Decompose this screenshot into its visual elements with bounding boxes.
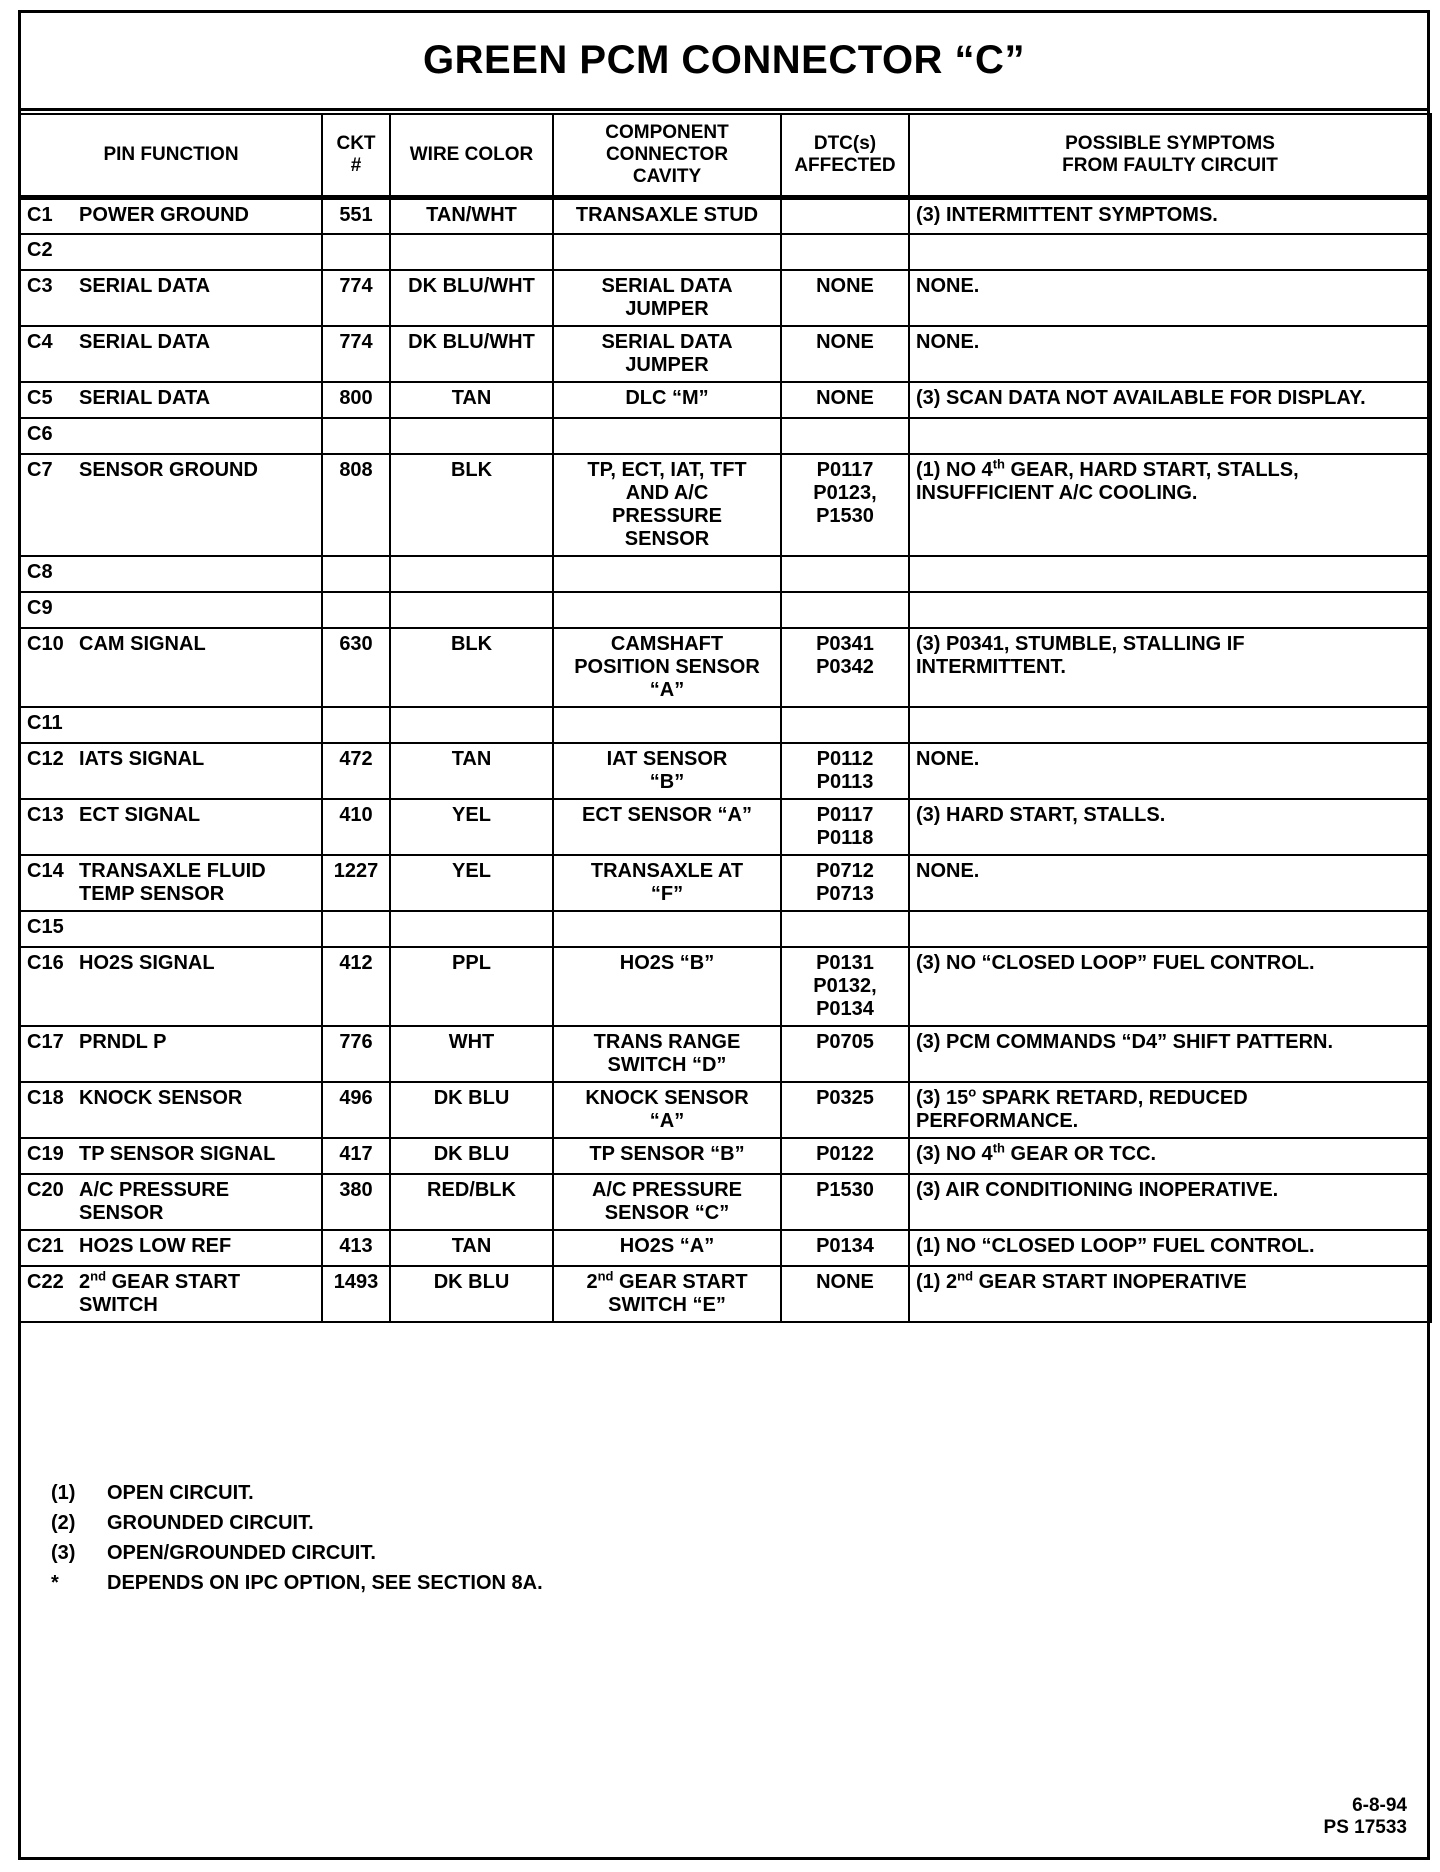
pin-table xyxy=(19,113,1432,1323)
component-cell xyxy=(553,418,781,454)
table-row xyxy=(20,454,1431,556)
wire-color-cell xyxy=(390,592,553,628)
footnote: (3) OPEN/GROUNDED CIRCUIT. xyxy=(51,1541,376,1564)
pin-function-cell xyxy=(20,454,322,556)
symptom-cell: NONE. xyxy=(909,855,1431,911)
component-cell: SERIAL DATA JUMPER xyxy=(553,326,781,382)
symptom-cell xyxy=(909,418,1431,454)
pin-function-cell xyxy=(20,592,322,628)
pin-id: C4 xyxy=(27,330,53,353)
dtc-cell: P0712 P0713 xyxy=(781,855,909,911)
component-cell: TRANS RANGE SWITCH “D” xyxy=(553,1026,781,1082)
table-row xyxy=(20,556,1431,592)
wire-color-cell: PPL xyxy=(390,947,553,1026)
pin-function-cell xyxy=(20,198,322,234)
wire-color-cell: RED/BLK xyxy=(390,1174,553,1230)
ckt-cell: 412 xyxy=(322,947,390,1026)
header-wire-color: WIRE COLOR xyxy=(390,114,553,198)
header-pin-function: PIN FUNCTION xyxy=(20,114,322,198)
pin-function-text: SERIAL DATA xyxy=(79,274,211,297)
pin-function-cell xyxy=(20,1174,322,1230)
ckt-cell: 413 xyxy=(322,1230,390,1266)
ckt-cell: 774 xyxy=(322,326,390,382)
wire-color-cell: BLK xyxy=(390,454,553,556)
pin-function-text: SERIAL DATA xyxy=(79,386,211,409)
component-cell xyxy=(553,911,781,947)
symptom-cell: (3) 15$^o$ SPARK RETARD, REDUCED PERFORMANCE. xyxy=(909,1082,1431,1138)
wire-color-cell xyxy=(390,707,553,743)
symptom-cell: (3) HARD START, STALLS. xyxy=(909,799,1431,855)
wire-color-cell: TAN xyxy=(390,743,553,799)
component-cell: HO2S “B” xyxy=(553,947,781,1026)
table-row xyxy=(20,855,1431,911)
dtc-cell: P0705 xyxy=(781,1026,909,1082)
dtc-cell: P1530 xyxy=(781,1174,909,1230)
symptom-cell: (1) NO 4th GEAR, HARD START, STALLS, INSUFFICIENT A/C COOLING. xyxy=(909,454,1431,556)
ckt-cell xyxy=(322,556,390,592)
wire-color-cell: YEL xyxy=(390,799,553,855)
dtc-cell xyxy=(781,198,909,234)
dtc-cell xyxy=(781,707,909,743)
pin-function-text: TRANSAXLE FLUID TEMP SENSOR xyxy=(79,859,266,905)
wire-color-cell xyxy=(390,556,553,592)
component-cell: SERIAL DATA JUMPER xyxy=(553,270,781,326)
dtc-cell: P0131 P0132, P0134 xyxy=(781,947,909,1026)
dtc-cell xyxy=(781,234,909,270)
component-cell: TP, ECT, IAT, TFT AND A/C PRESSURE SENSOR xyxy=(553,454,781,556)
ckt-cell: 1493 xyxy=(322,1266,390,1322)
pin-function-cell xyxy=(20,556,322,592)
pin-function-text: POWER GROUND xyxy=(79,204,249,226)
ckt-cell xyxy=(322,592,390,628)
pin-id: C8 xyxy=(27,560,53,583)
pin-function-cell xyxy=(20,270,322,326)
table-row xyxy=(20,1138,1431,1174)
footnote: (2) GROUNDED CIRCUIT. xyxy=(51,1511,314,1534)
table-row xyxy=(20,743,1431,799)
pin-function-cell xyxy=(20,707,322,743)
dtc-cell: P0117 P0118 xyxy=(781,799,909,855)
wire-color-cell xyxy=(390,911,553,947)
component-cell xyxy=(553,234,781,270)
header-symptoms: POSSIBLE SYMPTOMS FROM FAULTY CIRCUIT xyxy=(909,114,1431,198)
pin-function-cell xyxy=(20,855,322,911)
dtc-cell: P0134 xyxy=(781,1230,909,1266)
component-cell xyxy=(553,592,781,628)
pin-function-cell xyxy=(20,382,322,418)
ckt-cell xyxy=(322,911,390,947)
ckt-cell xyxy=(322,418,390,454)
pin-id: C1 xyxy=(27,204,53,226)
pin-id: C12 xyxy=(27,747,64,770)
symptom-cell: NONE. xyxy=(909,270,1431,326)
symptom-cell xyxy=(909,707,1431,743)
pin-function-text: SERIAL DATA xyxy=(79,330,211,353)
table-row xyxy=(20,947,1431,1026)
component-cell: 2nd GEAR START SWITCH “E” xyxy=(553,1266,781,1322)
table-row xyxy=(20,234,1431,270)
dtc-cell: NONE xyxy=(781,326,909,382)
component-cell: TP SENSOR “B” xyxy=(553,1138,781,1174)
pin-function-cell: C22 2nd GEAR START SWITCH xyxy=(20,1266,322,1322)
symptom-cell xyxy=(909,592,1431,628)
table-row xyxy=(20,1026,1431,1082)
ckt-cell: 472 xyxy=(322,743,390,799)
pin-id: C2 xyxy=(27,238,53,261)
pin-function-cell xyxy=(20,234,322,270)
pin-id: C7 xyxy=(27,458,53,481)
pin-function-text: SENSOR GROUND xyxy=(79,458,258,481)
ckt-cell: 630 xyxy=(322,628,390,707)
wire-color-cell: TAN xyxy=(390,1230,553,1266)
pin-function-text: CAM SIGNAL xyxy=(79,632,206,655)
pin-id: C21 xyxy=(27,1234,64,1257)
component-cell: HO2S “A” xyxy=(553,1230,781,1266)
pin-function-cell xyxy=(20,1138,322,1174)
footnotes xyxy=(51,1478,543,1598)
wire-color-cell: TAN/WHT xyxy=(390,198,553,234)
ckt-cell: 776 xyxy=(322,1026,390,1082)
table-row xyxy=(20,1230,1431,1266)
wire-color-cell: DK BLU/WHT xyxy=(390,270,553,326)
table-row xyxy=(20,198,1431,234)
pin-function-cell xyxy=(20,628,322,707)
pin-function-text: IATS SIGNAL xyxy=(79,747,205,770)
table-row xyxy=(20,382,1431,418)
dtc-cell xyxy=(781,418,909,454)
footer-code: PS 17533 xyxy=(1323,1817,1407,1838)
ckt-cell: 496 xyxy=(322,1082,390,1138)
pin-function-cell xyxy=(20,1230,322,1266)
dtc-cell: P0325 xyxy=(781,1082,909,1138)
table-row xyxy=(20,592,1431,628)
ckt-cell: 800 xyxy=(322,382,390,418)
wire-color-cell: TAN xyxy=(390,382,553,418)
table-row xyxy=(20,1174,1431,1230)
symptom-cell: (3) P0341, STUMBLE, STALLING IF INTERMITTENT. xyxy=(909,628,1431,707)
pin-id: C14 xyxy=(27,859,64,882)
wire-color-cell: DK BLU xyxy=(390,1266,553,1322)
symptom-cell: (1) 2nd GEAR START INOPERATIVE xyxy=(909,1266,1431,1322)
header-component: COMPONENT CONNECTOR CAVITY xyxy=(553,114,781,198)
dtc-cell xyxy=(781,592,909,628)
wire-color-cell: DK BLU xyxy=(390,1082,553,1138)
pin-function-cell xyxy=(20,418,322,454)
pin-id: C18 xyxy=(27,1086,64,1109)
ckt-cell: 417 xyxy=(322,1138,390,1174)
component-cell: IAT SENSOR “B” xyxy=(553,743,781,799)
ckt-cell: 774 xyxy=(322,270,390,326)
symptom-cell xyxy=(909,556,1431,592)
ckt-cell: 1227 xyxy=(322,855,390,911)
table-row xyxy=(20,799,1431,855)
pin-function-text: ECT SIGNAL xyxy=(79,803,201,826)
component-cell: CAMSHAFT POSITION SENSOR “A” xyxy=(553,628,781,707)
header-dtc: DTC(s) AFFECTED xyxy=(781,114,909,198)
wire-color-cell: WHT xyxy=(390,1026,553,1082)
pin-id: C22 xyxy=(27,1270,64,1293)
table-row xyxy=(20,270,1431,326)
component-cell: TRANSAXLE STUD xyxy=(553,198,781,234)
pin-function-text: HO2S LOW REF xyxy=(79,1234,232,1257)
pin-function-cell xyxy=(20,326,322,382)
symptom-cell: (3) SCAN DATA NOT AVAILABLE FOR DISPLAY. xyxy=(909,382,1431,418)
symptom-cell: NONE. xyxy=(909,326,1431,382)
symptom-cell xyxy=(909,234,1431,270)
table-row xyxy=(20,1082,1431,1138)
pin-id: C17 xyxy=(27,1030,64,1053)
header-row xyxy=(20,114,1431,198)
pin-function-cell xyxy=(20,1026,322,1082)
table-row xyxy=(20,628,1431,707)
header-ckt: CKT # xyxy=(322,114,390,198)
dtc-cell xyxy=(781,911,909,947)
pin-function-cell xyxy=(20,1082,322,1138)
pin-id: C16 xyxy=(27,951,64,974)
pin-function-cell xyxy=(20,799,322,855)
wire-color-cell xyxy=(390,418,553,454)
dtc-cell: P0117 P0123, P1530 xyxy=(781,454,909,556)
ckt-cell: 551 xyxy=(322,198,390,234)
ckt-cell: 380 xyxy=(322,1174,390,1230)
footnote: (1) OPEN CIRCUIT. xyxy=(51,1481,254,1504)
symptom-cell: (3) NO 4th GEAR OR TCC. xyxy=(909,1138,1431,1174)
symptom-cell: (1) NO “CLOSED LOOP” FUEL CONTROL. xyxy=(909,1230,1431,1266)
symptom-cell: (3) PCM COMMANDS “D4” SHIFT PATTERN. xyxy=(909,1026,1431,1082)
dtc-cell: P0112 P0113 xyxy=(781,743,909,799)
dtc-cell: NONE xyxy=(781,1266,909,1322)
table-row xyxy=(20,418,1431,454)
dtc-cell: P0341 P0342 xyxy=(781,628,909,707)
pin-function-text: HO2S SIGNAL xyxy=(79,951,215,974)
symptom-cell: (3) NO “CLOSED LOOP” FUEL CONTROL. xyxy=(909,947,1431,1026)
symptom-cell: (3) INTERMITTENT SYMPTOMS. xyxy=(909,198,1431,234)
symptom-cell: NONE. xyxy=(909,743,1431,799)
pin-function-cell xyxy=(20,743,322,799)
component-cell: KNOCK SENSOR “A” xyxy=(553,1082,781,1138)
pin-id: C5 xyxy=(27,386,53,409)
component-cell: ECT SENSOR “A” xyxy=(553,799,781,855)
pin-id: C20 xyxy=(27,1178,64,1201)
ckt-cell xyxy=(322,707,390,743)
pin-id: C6 xyxy=(27,422,53,445)
dtc-cell: NONE xyxy=(781,270,909,326)
pin-function-text: KNOCK SENSOR xyxy=(79,1086,243,1109)
wire-color-cell: DK BLU/WHT xyxy=(390,326,553,382)
pin-id: C3 xyxy=(27,274,53,297)
dtc-cell xyxy=(781,556,909,592)
wire-color-cell: YEL xyxy=(390,855,553,911)
component-cell: TRANSAXLE AT “F” xyxy=(553,855,781,911)
footnote: * DEPENDS ON IPC OPTION, SEE SECTION 8A. xyxy=(51,1571,543,1594)
symptom-cell xyxy=(909,911,1431,947)
pin-id: C15 xyxy=(27,915,64,938)
pin-id: C13 xyxy=(27,803,64,826)
pin-id: C19 xyxy=(27,1142,64,1165)
wire-color-cell: BLK xyxy=(390,628,553,707)
pin-function-cell xyxy=(20,911,322,947)
document-frame xyxy=(18,10,1430,1860)
component-cell: A/C PRESSURE SENSOR “C” xyxy=(553,1174,781,1230)
component-cell: DLC “M” xyxy=(553,382,781,418)
ckt-cell xyxy=(322,234,390,270)
table-row xyxy=(20,707,1431,743)
pin-function-text: TP SENSOR SIGNAL xyxy=(79,1142,276,1165)
ckt-cell: 808 xyxy=(322,454,390,556)
table-row xyxy=(20,1266,1431,1322)
pin-function-text: A/C PRESSURE SENSOR xyxy=(79,1178,230,1224)
wire-color-cell: DK BLU xyxy=(390,1138,553,1174)
component-cell xyxy=(553,707,781,743)
page-title: GREEN PCM CONNECTOR “C” xyxy=(21,13,1427,111)
pin-id: C11 xyxy=(27,711,63,734)
table-row xyxy=(20,326,1431,382)
document-footer xyxy=(1324,1795,1407,1839)
ckt-cell: 410 xyxy=(322,799,390,855)
dtc-cell: NONE xyxy=(781,382,909,418)
component-cell xyxy=(553,556,781,592)
footer-date: 6-8-94 xyxy=(1352,1795,1407,1816)
table-row xyxy=(20,911,1431,947)
wire-color-cell xyxy=(390,234,553,270)
pin-id: C10 xyxy=(27,632,64,655)
symptom-cell: (3) AIR CONDITIONING INOPERATIVE. xyxy=(909,1174,1431,1230)
pin-function-cell xyxy=(20,947,322,1026)
dtc-cell: P0122 xyxy=(781,1138,909,1174)
pin-id: C9 xyxy=(27,596,53,619)
pin-function-text: PRNDL P xyxy=(79,1030,167,1053)
